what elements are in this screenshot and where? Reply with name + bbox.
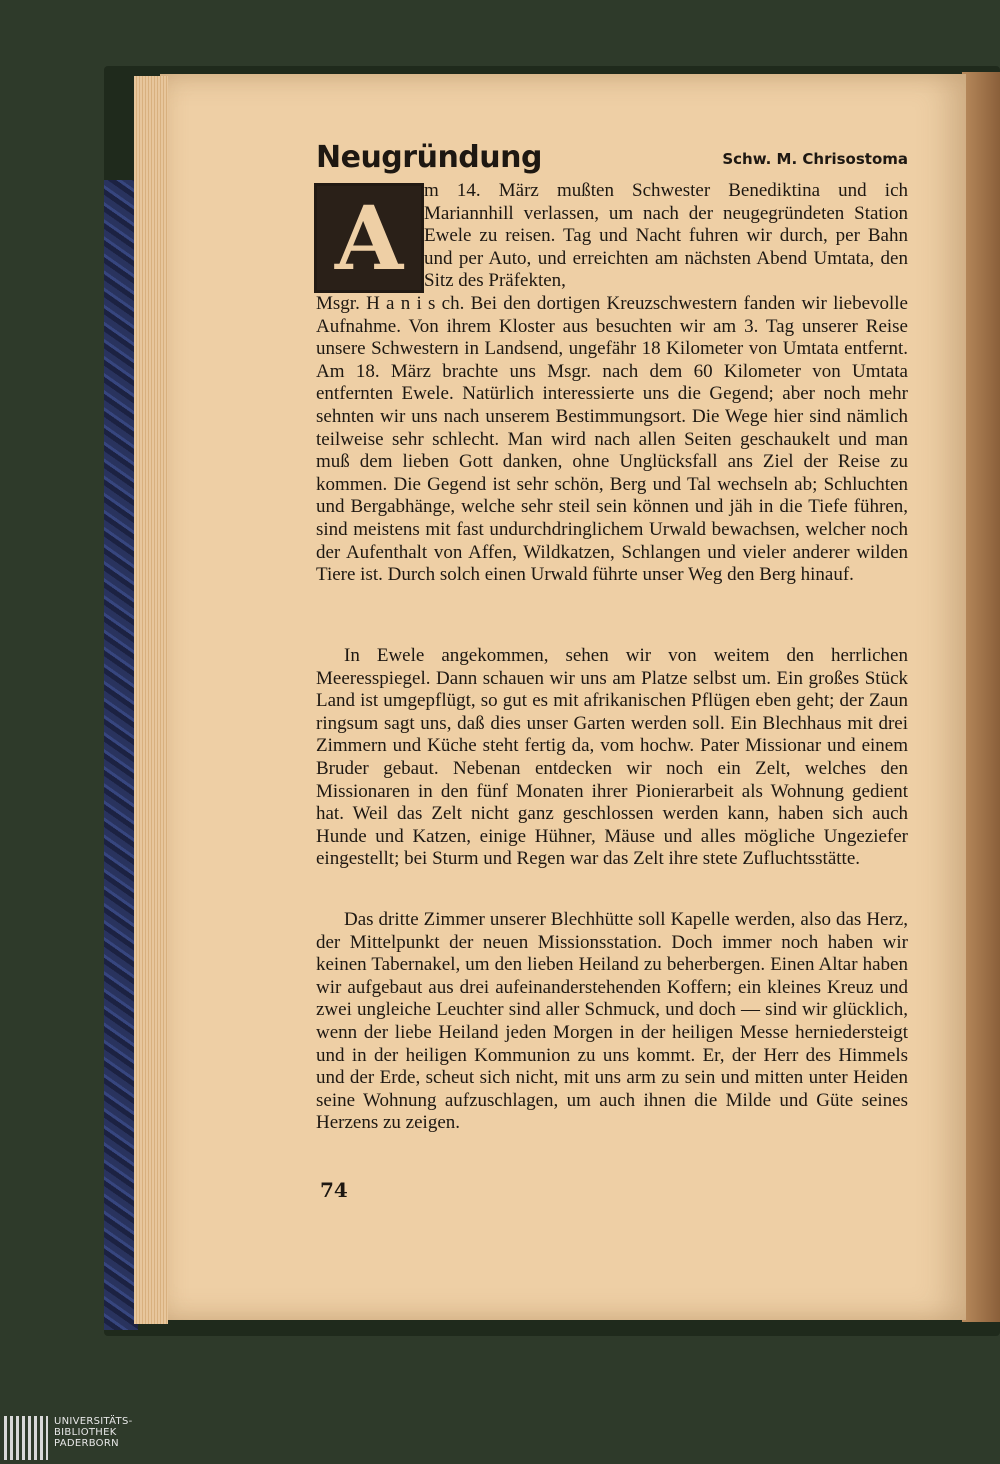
page-edges xyxy=(134,76,168,1324)
article-author: Schw. M. Chrisostoma xyxy=(722,150,908,168)
paragraph-1-opening: m 14. März mußten Schwester Benediktina und ich Mariannhill verlassen, um nach der neugegründeten Station Ewele zu reisen. Tag und Nacht fuhren wir durch, per Bahn und per Auto, und erreichten am nächsten Abend Umtata, den Sitz des Präfekten, xyxy=(424,180,908,292)
logo-line-1: UNIVERSITÄTS- xyxy=(54,1416,133,1427)
logo-line-3: PADERBORN xyxy=(54,1438,119,1449)
logo-line-2: BIBLIOTHEK xyxy=(54,1427,117,1438)
paragraph-1-continued: Msgr. H a n i s ch. Bei den dortigen Kreuzschwestern fanden wir liebevolle Aufnahme. Von ihrem Kloster aus besuchten wir am 3. Tag unserer Reise unsere Schwestern in Landsend, ungefähr 18 Kilometer von Umtata entfernt. Am 18. März brachte uns Msgr. nach dem 60 Kilometer von Umtata entfernten Ewele. Natürlich interessierte uns die Gegend; aber noch mehr sehnten wir uns nach unserem Bestimmungsort. Die Wege hier sind nämlich teilweise sehr schlecht. Man wird nach allen Seiten geschaukelt und man muß dem lieben Gott danken, ohne Unglücksfall ans Ziel der Reise zu kommen. Die Gegend ist sehr schön, Berg und Tal wechseln ab; Schluchten und Bergabhänge, welche sehr steil sein können und jäh in die Tiefe führen, sind meistens mit fast undurchdringlichem Urwald bewachsen, welcher noch der Aufenthalt von Affen, Wildkatzen, Schlangen und vieler anderer wilden Tiere ist. Durch solch einen Urwald führte unser Weg den Berg hinauf. xyxy=(316,293,908,586)
page-number: 74 xyxy=(320,1178,348,1202)
library-logo xyxy=(0,1412,170,1464)
paragraph-3: Das dritte Zimmer unserer Blechhütte soll Kapelle werden, also das Herz, der Mittelpunkt der neuen Missionsstation. Doch immer noch haben wir keinen Tabernakel, um den lieben Heiland zu beherbergen. Einen Altar haben wir aufgebaut aus drei aufeinanderstehenden Koffern; ein kleines Kreuz und zwei ungleiche Leuchter sind aller Schmuck, und doch — sind wir glücklich, wenn der liebe Heiland jeden Morgen in der heiligen Messe herniedersteigt und in der heiligen Kommunion zu uns kommt. Er, der Herr des Himmels und der Erde, scheut sich nicht, mit uns arm zu sein und mitten unter Heiden seine Wohnung aufzuschlagen, um auch ihnen die Milde und Güte seines Herzens zu zeigen. xyxy=(316,909,908,1134)
facing-page-edge xyxy=(962,72,1000,1322)
marbled-spine xyxy=(104,180,138,1330)
library-logo-text xyxy=(54,1416,164,1449)
decorative-initial: A xyxy=(314,183,424,293)
paragraph-2: In Ewele angekommen, sehen wir von weitem den herrlichen Meeresspiegel. Dann schauen wir uns am Platze selbst um. Ein großes Stück Land ist umgepflügt, so gut es mit afrikanischen Pflügen eben geht; der Zaun ringsum sagt uns, daß dies unser Garten werden soll. Ein Blechhaus mit drei Zimmern und Küche steht fertig da, vom hochw. Pater Missionar und einem Bruder gebaut. Nebenan entdecken wir noch ein Zelt, welches den Missionaren in den fünf Monaten ihrer Pionierarbeit als Wohnung gedient hat. Weil das Zelt nicht ganz geschlossen werden kann, haben sich auch Hunde und Katzen, einige Hühner, Mäuse und alles mögliche Ungeziefer eingestellt; bei Sturm und Regen war das Zelt ihre stete Zufluchtsstätte. xyxy=(316,645,908,870)
page-header xyxy=(316,140,908,176)
library-logo-icon xyxy=(4,1416,48,1460)
article-title: Neugründung xyxy=(316,140,542,175)
